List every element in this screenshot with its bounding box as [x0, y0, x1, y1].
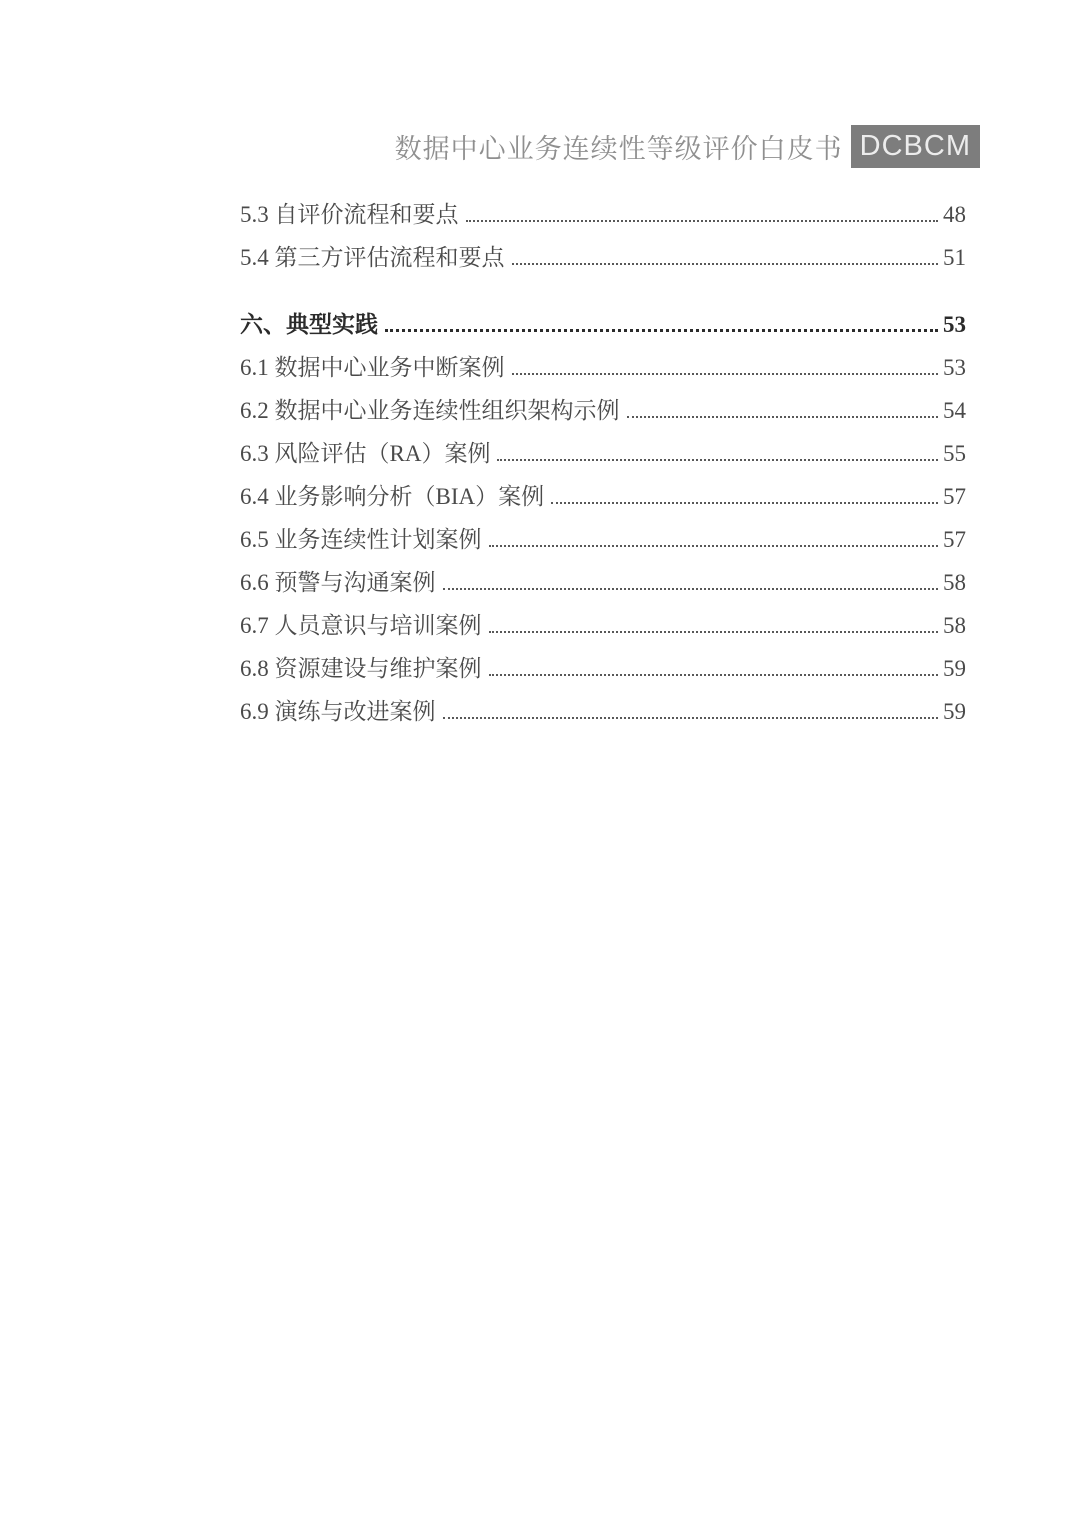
- dot-leader: [497, 459, 938, 461]
- toc-entry: [240, 239, 966, 270]
- toc-entry-page: 54: [943, 398, 966, 423]
- toc-entry-page: 58: [943, 613, 966, 638]
- document-title: 数据中心业务连续性等级评价白皮书: [394, 134, 843, 164]
- toc-entry: [240, 564, 966, 595]
- dot-leader: [489, 631, 939, 633]
- dot-leader: [489, 545, 939, 547]
- toc-entry: [240, 478, 966, 509]
- toc-entry-page: 55: [943, 441, 966, 466]
- toc-entry-label: 5.3 自评价流程和要点: [240, 202, 459, 227]
- toc-entry-page: 59: [943, 699, 966, 724]
- toc-entry-page: 58: [943, 570, 966, 595]
- toc-entry: [240, 196, 966, 227]
- toc-entry: [240, 349, 966, 380]
- toc-entry-label: 6.4 业务影响分析（BIA）案例: [240, 484, 545, 509]
- toc-entry-page: 57: [943, 527, 966, 552]
- toc-entry: [240, 650, 966, 681]
- dot-leader: [443, 588, 939, 590]
- dot-leader: [551, 502, 938, 504]
- table-of-contents: [240, 196, 966, 736]
- dot-leader: [466, 220, 939, 222]
- toc-entry: [240, 435, 966, 466]
- toc-entry: [240, 521, 966, 552]
- dot-leader: [627, 416, 939, 418]
- toc-entry-page: 53: [943, 355, 966, 380]
- toc-entry: [240, 392, 966, 423]
- toc-entry-label: 6.7 人员意识与培训案例: [240, 613, 482, 638]
- toc-entry-label: 6.8 资源建设与维护案例: [240, 656, 482, 681]
- page-header: [395, 125, 980, 168]
- dcbcm-badge: DCBCM: [851, 125, 980, 168]
- toc-entry-page: 59: [943, 656, 966, 681]
- toc-entry-label: 5.4 第三方评估流程和要点: [240, 245, 505, 270]
- dot-leader: [512, 263, 939, 265]
- toc-entry-label: 6.1 数据中心业务中断案例: [240, 355, 505, 380]
- toc-entry-label: 6.9 演练与改进案例: [240, 699, 436, 724]
- toc-entry: [240, 693, 966, 724]
- toc-chapter-entry: [240, 306, 966, 337]
- dot-leader: [512, 373, 939, 375]
- toc-entry-label: 6.5 业务连续性计划案例: [240, 527, 482, 552]
- toc-entry-page: 48: [943, 202, 966, 227]
- toc-entry-page: 51: [943, 245, 966, 270]
- toc-entry-page: 57: [943, 484, 966, 509]
- dot-leader: [385, 329, 938, 332]
- toc-entry-label: 6.2 数据中心业务连续性组织架构示例: [240, 398, 620, 423]
- dot-leader: [489, 674, 939, 676]
- toc-entry: [240, 607, 966, 638]
- toc-entry-page: 53: [943, 312, 966, 337]
- toc-entry-label: 6.3 风险评估（RA）案例: [240, 441, 491, 466]
- toc-entry-label: 六、典型实践: [240, 312, 378, 337]
- dot-leader: [443, 717, 939, 719]
- toc-entry-label: 6.6 预警与沟通案例: [240, 570, 436, 595]
